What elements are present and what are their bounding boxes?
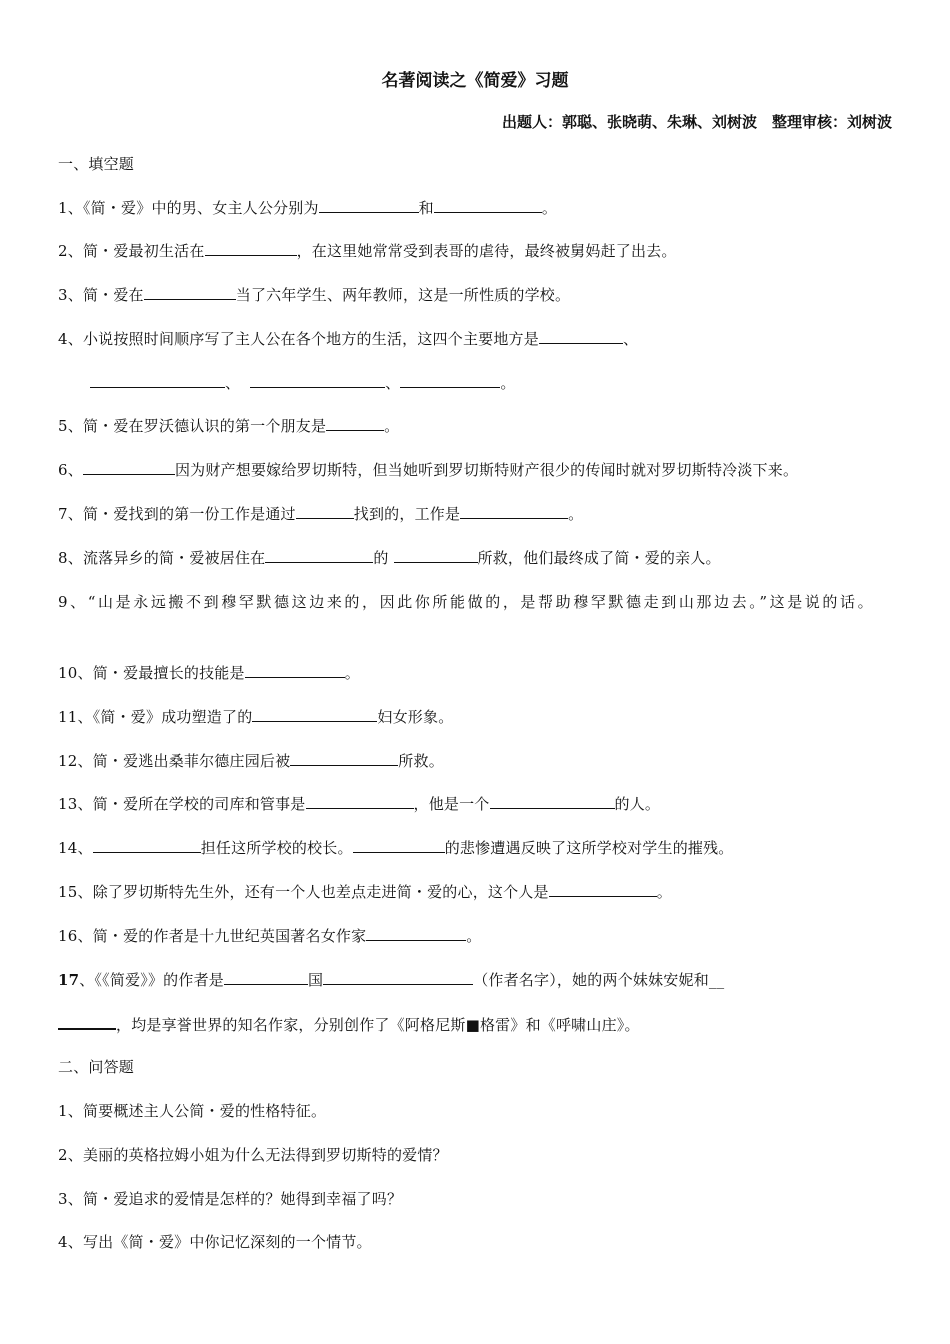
question-4 xyxy=(58,329,638,349)
question-text: 流落异乡的简・爱被居住在 xyxy=(82,549,266,567)
question-text: 。 xyxy=(568,505,584,523)
question-text: 。 xyxy=(384,417,400,435)
question-text: 简・爱逃出桑菲尔德庄园后被 xyxy=(92,752,291,770)
question-text: 、 xyxy=(622,330,639,348)
question-16 xyxy=(58,926,482,946)
question-text: 《简・爱》中的男、女主人公分别为 xyxy=(82,199,319,217)
question-number: 6、 xyxy=(58,461,83,479)
question-text: 小说按照时间顺序写了主人公在各个地方的生活，这四个主要地方是 xyxy=(82,330,539,348)
answer-blank[interactable] xyxy=(460,504,568,519)
answer-blank[interactable] xyxy=(394,548,478,563)
question-text: ，他是一个 xyxy=(413,795,490,813)
question-text: 所救，他们最终成了简・爱的亲人。 xyxy=(477,549,721,567)
question-text: （作者名字），她的两个妹妹安妮和__ xyxy=(473,971,725,989)
question-number: 8、 xyxy=(58,549,83,567)
question-number: 7、 xyxy=(58,505,83,523)
answer-blank[interactable] xyxy=(296,504,354,519)
answer-blank[interactable] xyxy=(539,329,623,344)
answer-blank[interactable] xyxy=(434,198,542,213)
question-5 xyxy=(58,416,399,436)
question-text: 。 xyxy=(500,374,516,392)
question-number: 17 xyxy=(58,971,80,989)
section-heading-qa: 二、问答题 xyxy=(58,1058,135,1076)
question-17 xyxy=(58,970,724,990)
answer-blank[interactable] xyxy=(224,970,308,985)
answer-blank[interactable] xyxy=(250,373,385,388)
question-text: 的人。 xyxy=(614,795,661,813)
section-heading-fill: 一、填空题 xyxy=(58,155,135,173)
question-text: 。 xyxy=(656,883,672,901)
question-text: 当了六年学生、两年教师，这是一所性质的学校。 xyxy=(235,286,571,304)
question-number: 9、 xyxy=(58,593,88,611)
question-number: 15、 xyxy=(58,883,93,901)
question-number: 2、 xyxy=(58,242,83,260)
qa-question-1: 1、简要概述主人公简・爱的性格特征。 xyxy=(58,1102,327,1120)
answer-blank[interactable] xyxy=(290,751,398,766)
question-12 xyxy=(58,751,444,771)
question-2 xyxy=(58,241,677,261)
answer-blank[interactable] xyxy=(490,794,615,809)
question-text: 简・爱在 xyxy=(82,286,144,304)
answer-blank[interactable] xyxy=(90,373,225,388)
question-9 xyxy=(58,588,892,616)
answer-blank[interactable] xyxy=(252,707,377,722)
question-number: 1、 xyxy=(58,199,83,217)
question-text: 国 xyxy=(307,971,324,989)
answer-blank[interactable] xyxy=(549,882,657,897)
answer-blank[interactable] xyxy=(400,373,500,388)
answer-blank[interactable] xyxy=(144,285,236,300)
answer-blank[interactable] xyxy=(306,794,414,809)
answer-blank[interactable] xyxy=(205,241,297,256)
question-1 xyxy=(58,198,557,218)
answer-blank[interactable] xyxy=(245,663,345,678)
question-text: 。 xyxy=(541,199,558,217)
question-text: 、 xyxy=(225,374,241,392)
question-text: 的悲惨遭遇反映了这所学校对学生的摧残。 xyxy=(444,839,734,857)
question-text: 除了罗切斯特先生外，还有一个人也差点走进简・爱的心，这个人是 xyxy=(92,883,549,901)
question-text: 简・爱最初生活在 xyxy=(82,242,205,260)
question-14 xyxy=(58,838,734,858)
question-4-continued xyxy=(90,373,516,393)
authors-line: 出题人：郭聪、张晓萌、朱琳、刘树波 整理审核：刘树波 xyxy=(501,113,892,131)
qa-question-3: 3、简・爱追求的爱情是怎样的？她得到幸福了吗？ xyxy=(58,1190,403,1208)
question-13 xyxy=(58,794,660,814)
question-text: 、 xyxy=(385,374,401,392)
answer-blank[interactable] xyxy=(93,838,201,853)
question-text: 、《《简爱》》的作者是 xyxy=(79,971,224,989)
question-number: 4、 xyxy=(58,330,83,348)
question-number: 10、 xyxy=(58,664,93,682)
answer-blank[interactable] xyxy=(366,926,466,941)
answer-blank[interactable] xyxy=(353,838,445,853)
question-17-continued xyxy=(58,1014,640,1035)
question-text: 《简・爱》成功塑造了的 xyxy=(92,708,253,726)
question-6 xyxy=(58,460,798,480)
question-10 xyxy=(58,663,360,683)
qa-question-2: 2、美丽的英格拉姆小姐为什么无法得到罗切斯特的爱情？ xyxy=(58,1146,448,1164)
answer-blank[interactable] xyxy=(323,970,473,985)
question-text: 。 xyxy=(344,664,360,682)
question-number: 11、 xyxy=(58,708,93,726)
answer-blank[interactable] xyxy=(326,416,384,431)
question-number: 5、 xyxy=(58,417,83,435)
question-3 xyxy=(58,285,570,305)
question-number: 12、 xyxy=(58,752,93,770)
question-text: 找到的，工作是 xyxy=(353,505,461,523)
question-number: 16、 xyxy=(58,927,93,945)
question-text: 简・爱的作者是十九世纪英国著名女作家 xyxy=(92,927,367,945)
question-text: ，均是享誉世界的知名作家，分别创作了《阿格尼斯■格雷》和《呼啸山庄》。 xyxy=(116,1016,640,1034)
question-text: 的 xyxy=(373,549,394,567)
question-text: “山是永远搬不到穆罕默德这边来的，因此你所能做的，是帮助穆罕默德走到山那边去。”这是说的话。 xyxy=(87,593,876,611)
question-text: 简・爱在罗沃德认识的第一个朋友是 xyxy=(82,417,327,435)
question-text: ，在这里她常常受到表哥的虐待，最终被舅妈赶了出去。 xyxy=(296,242,677,260)
answer-blank[interactable] xyxy=(265,548,373,563)
question-8 xyxy=(58,548,721,568)
question-text: 和 xyxy=(418,199,434,217)
question-text: 简・爱所在学校的司库和管事是 xyxy=(92,795,306,813)
page-title: 名著阅读之《简爱》习题 xyxy=(381,71,569,91)
question-number: 14、 xyxy=(58,839,93,857)
question-11 xyxy=(58,707,453,727)
question-number: 13、 xyxy=(58,795,93,813)
question-text: 简・爱找到的第一份工作是通过 xyxy=(82,505,296,523)
answer-blank[interactable] xyxy=(83,460,175,475)
question-number: 3、 xyxy=(58,286,83,304)
qa-question-4: 4、写出《简・爱》中你记忆深刻的一个情节。 xyxy=(58,1233,372,1251)
answer-blank[interactable] xyxy=(319,198,419,213)
question-text: 所救。 xyxy=(398,752,444,770)
answer-blank[interactable] xyxy=(58,1014,116,1030)
question-text: 因为财产想要嫁给罗切斯特，但当她听到罗切斯特财产很少的传闻时就对罗切斯特冷淡下来。 xyxy=(174,461,799,479)
question-text: 担任这所学校的校长。 xyxy=(200,839,353,857)
question-7 xyxy=(58,504,583,524)
question-text: 妇女形象。 xyxy=(377,708,454,726)
question-15 xyxy=(58,882,672,902)
question-text: 。 xyxy=(466,927,482,945)
question-text: 简・爱最擅长的技能是 xyxy=(92,664,245,682)
